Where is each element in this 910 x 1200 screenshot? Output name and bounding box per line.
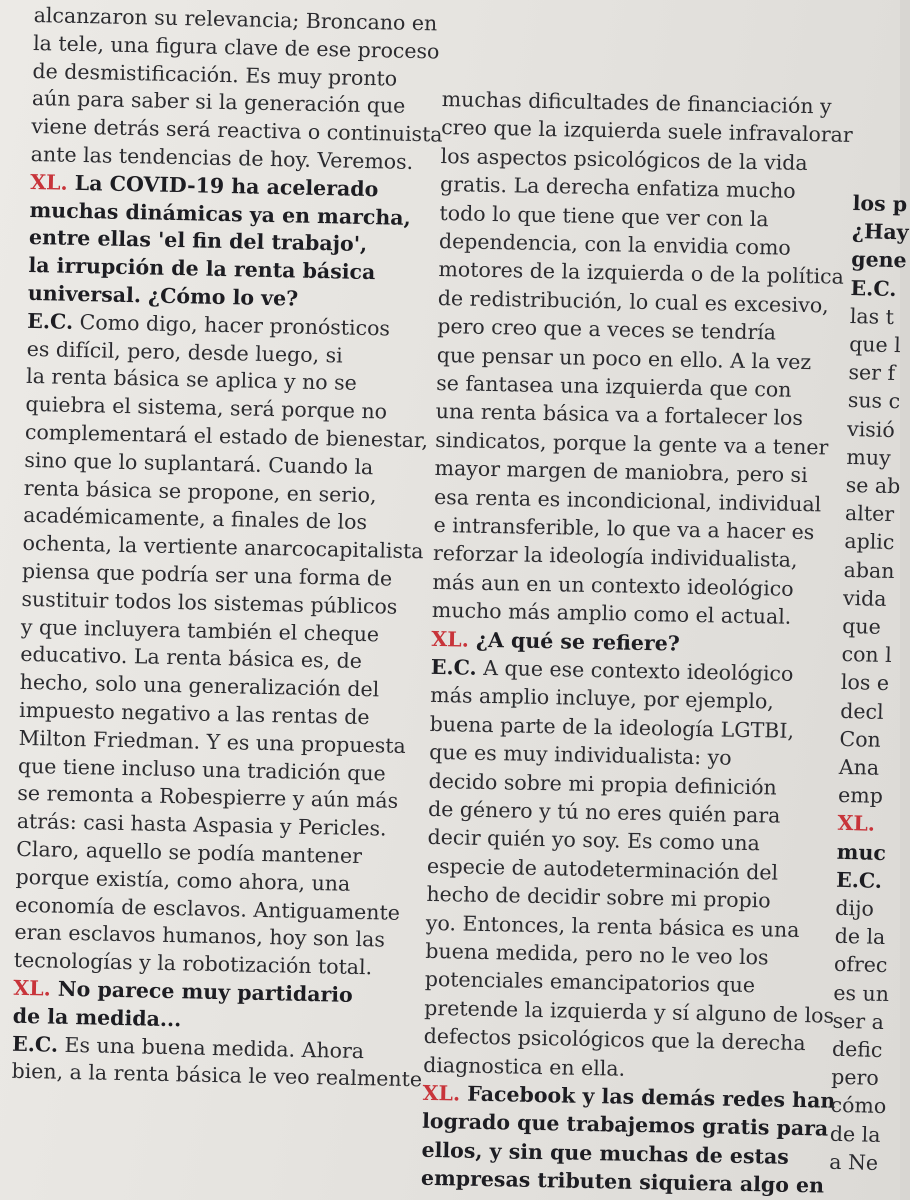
line-text: Es una buena medida. Ahora: [64, 1032, 365, 1063]
text-line: [428, 767, 777, 800]
line-text: Con: [839, 726, 882, 752]
line-text: de género y tú no eres quién para: [427, 796, 781, 828]
line-text: empresas tributen siquiera algo en: [420, 1165, 825, 1198]
interviewee-marker: E.C.: [27, 308, 74, 334]
line-text: ser a: [832, 1008, 885, 1034]
line-text: tecnologías y la robotización total.: [13, 947, 373, 980]
line-text: atrás: casi hasta Aspasia y Pericles.: [16, 809, 387, 841]
line-text: una renta básica va a fortalecer los: [435, 399, 804, 431]
interviewer-marker: XL.: [837, 811, 876, 837]
line-text: ¿Hay: [851, 219, 909, 245]
line-text: académicamente, a finales de los: [22, 503, 368, 535]
text-line: [848, 387, 901, 414]
line-text: sino que lo suplantará. Cuando la: [24, 447, 374, 480]
line-text: viene detrás será reactiva o continuista: [31, 114, 443, 147]
text-line: [840, 697, 884, 724]
text-line: [851, 246, 907, 273]
line-text: de la: [834, 923, 886, 950]
line-text: hecho, solo una generalización del: [19, 670, 380, 702]
text-line: [849, 331, 901, 358]
line-text: que tiene incluso una tradición que: [17, 753, 386, 786]
line-text: impuesto negativo a las rentas de: [18, 697, 370, 730]
line-text: emp: [837, 783, 884, 809]
line-text: decl: [839, 698, 884, 724]
line-text: más aun en un contexto ideológico: [432, 569, 794, 601]
text-line: [434, 484, 822, 517]
text-line: [434, 455, 807, 488]
line-text: pretende la izquierda y sí alguno de los: [424, 995, 835, 1028]
line-text: esa renta es incondicional, individual: [433, 484, 822, 516]
text-line: [852, 218, 909, 245]
text-line: [421, 1137, 789, 1170]
line-text: eran esclavos humanos, hoy son las: [14, 920, 386, 952]
line-text: ochenta, la vertiente anarcocapitalista: [22, 531, 424, 564]
line-text: alcanzaron su relevancia; Broncano en: [33, 2, 438, 36]
line-text: de la: [829, 1121, 881, 1147]
line-text: y que incluyera también el cheque: [20, 614, 380, 646]
line-text: logrado que trabajemos gratis para: [421, 1109, 829, 1141]
line-text: que es muy individualista: yo: [428, 740, 732, 770]
text-line: [425, 938, 769, 971]
line-text: No parece muy partidario: [57, 976, 354, 1007]
text-line: [425, 966, 756, 998]
text-line: [845, 500, 895, 527]
line-text: que pensar un poco en ello. A la vez: [436, 342, 812, 374]
line-text: buena medida, pero no le veo los: [425, 938, 769, 970]
text-line: [832, 1036, 883, 1063]
line-text: defectos psicológicos que la derecha: [423, 1024, 806, 1056]
text-line: [436, 370, 792, 403]
text-line: [436, 398, 804, 431]
text-line: [433, 512, 814, 545]
line-text: de la medida...: [12, 1003, 182, 1032]
line-text: alter: [844, 501, 895, 527]
line-text: La COVID-19 ha acelerado: [74, 170, 379, 202]
line-text: educativo. La renta básica es, de: [20, 642, 363, 674]
text-line: [837, 810, 875, 837]
line-text: hecho de decidir sobre mi propio: [426, 882, 771, 913]
text-line: [433, 540, 798, 573]
text-line: [835, 895, 874, 922]
line-text: gratis. La derecha enfatiza mucho: [439, 172, 796, 203]
line-text: los p: [852, 190, 908, 217]
line-text: Claro, aquello se podía mantener: [16, 836, 363, 869]
interviewer-marker: XL.: [431, 626, 470, 652]
text-line: [28, 280, 299, 312]
interviewer-marker: XL.: [422, 1080, 461, 1106]
text-line: [830, 1120, 881, 1147]
line-text: que: [842, 613, 882, 639]
line-text: visió: [846, 416, 896, 442]
text-line: [438, 285, 829, 318]
text-line: [442, 86, 832, 119]
line-text: buena parte de la ideología LGTBI,: [429, 711, 795, 743]
text-line: [432, 597, 792, 630]
line-text: defic: [831, 1036, 883, 1062]
line-text: ellos, y sin que muchas de estas: [421, 1137, 790, 1169]
line-text: es difícil, pero, desde luego, si: [26, 336, 343, 368]
text-line: [428, 796, 781, 829]
text-line: [424, 1023, 806, 1056]
line-text: yo. Entonces, la renta básica es una: [425, 910, 800, 942]
line-text: las t: [849, 303, 895, 329]
text-line: [841, 669, 890, 696]
text-line: [831, 1064, 879, 1091]
text-line: [852, 190, 907, 217]
text-line: [432, 569, 794, 602]
line-text: Como digo, hacer pronósticos: [79, 309, 391, 341]
line-text: con l: [841, 642, 893, 668]
line-text: ¿A qué se refiere?: [475, 627, 681, 656]
text-line: [439, 200, 769, 232]
line-text: mayor margen de maniobra, pero si: [434, 456, 808, 488]
text-line: [439, 228, 791, 261]
line-text: pero: [831, 1064, 880, 1091]
text-line: [437, 313, 776, 345]
text-line: [839, 754, 880, 781]
text-line: [431, 625, 680, 656]
line-text: entre ellas 'el fin del trabajo',: [28, 225, 368, 257]
line-text: se ab: [845, 472, 901, 499]
line-text: la irrupción de la renta básica: [28, 253, 376, 285]
text-line: [832, 1008, 884, 1035]
line-text: los aspectos psicológicos de la vida: [440, 143, 808, 175]
line-text: todo lo que tiene que ver con la: [439, 200, 769, 231]
text-line: [846, 444, 891, 471]
text-line: [830, 1092, 886, 1119]
line-text: muchas dinámicas ya en marcha,: [29, 197, 411, 230]
line-text: complementará el estado de bienestar,: [24, 419, 429, 453]
text-line: [839, 726, 881, 753]
text-line: [850, 275, 896, 302]
text-line: [850, 303, 895, 330]
line-text: e intransferible, lo que va a hacer es: [433, 512, 815, 545]
line-text: quiebra el sistema, será porque no: [25, 392, 388, 424]
line-text: potenciales emancipatorios que: [424, 967, 756, 998]
line-text: Ana: [838, 754, 880, 780]
text-line: [429, 739, 732, 771]
text-line: [829, 1149, 878, 1176]
line-text: ante las tendencias de hoy. Veremos.: [30, 141, 414, 174]
text-line: [836, 867, 882, 894]
line-text: dependencia, con la envidia como: [438, 228, 791, 260]
line-text: piensa que podría ser una forma de: [21, 558, 393, 591]
line-text: que l: [848, 331, 902, 358]
line-text: cómo: [830, 1093, 887, 1119]
text-line: [842, 613, 881, 640]
line-text: la tele, una figura clave de ese proceso: [32, 30, 440, 64]
text-line: [844, 528, 895, 555]
line-text: gene: [851, 247, 907, 273]
line-text: economía de esclavos. Antiguamente: [14, 892, 401, 925]
line-text: aplic: [844, 529, 895, 555]
line-text: reforzar la ideología individualista,: [432, 541, 798, 573]
text-line: [440, 143, 807, 176]
line-text: es un: [833, 980, 890, 1006]
text-line: [843, 585, 887, 612]
text-line: [845, 472, 900, 499]
interviewee-marker: E.C.: [850, 275, 897, 301]
line-text: decido sobre mi propia definición: [428, 768, 778, 800]
line-text: se remonta a Robespierre y aún más: [17, 781, 399, 814]
line-text: Milton Friedman. Y es una propuesta: [18, 725, 406, 758]
line-text: ofrec: [833, 952, 888, 978]
line-text: sustituir todos los sistemas públicos: [21, 586, 398, 619]
line-text: universal. ¿Cómo lo ve?: [27, 280, 299, 311]
text-line: [843, 556, 894, 583]
text-line: [833, 979, 889, 1006]
line-text: muc: [836, 839, 887, 865]
line-text: bien, a la renta básica le veo realmente: [11, 1059, 423, 1092]
line-text: especie de autodeterminación del: [426, 853, 779, 885]
text-line: [848, 359, 895, 386]
line-text: creo que la izquierda suele infravalorar: [440, 115, 853, 148]
line-text: ser f: [848, 360, 896, 386]
line-text: decir quién yo soy. Es como una: [427, 825, 761, 856]
interviewer-marker: XL.: [29, 169, 68, 195]
interviewer-marker: XL.: [13, 975, 52, 1001]
line-text: porque existía, como ahora, una: [15, 864, 351, 896]
line-text: a Ne: [828, 1149, 879, 1175]
text-line: [26, 336, 343, 369]
line-text: diagnostica en ella.: [422, 1052, 626, 1081]
text-line: [427, 853, 779, 886]
line-text: se fantasea una izquierda que con: [436, 370, 792, 402]
interviewee-marker: E.C.: [430, 654, 477, 680]
line-text: dijo: [835, 895, 875, 921]
text-line: [423, 1051, 625, 1081]
interviewee-marker: E.C.: [835, 867, 883, 893]
text-line: [426, 909, 800, 942]
text-line: [426, 881, 771, 914]
line-text: vida: [842, 585, 887, 611]
text-line: [437, 342, 812, 375]
text-line: [430, 682, 774, 715]
text-line: [12, 1003, 181, 1033]
line-text: más amplio incluye, por ejemplo,: [430, 683, 775, 714]
text-line: [427, 824, 760, 856]
line-text: mucho más amplio como el actual.: [431, 598, 792, 629]
line-text: de desmistificación. Es muy pronto: [32, 58, 398, 91]
line-text: sus c: [847, 388, 901, 414]
line-text: muy: [846, 444, 891, 470]
text-line: [841, 641, 892, 668]
line-text: sindicatos, porque la gente va a tener: [434, 427, 829, 460]
line-text: muchas dificultades de financiación y: [441, 86, 832, 119]
text-line: [430, 711, 795, 744]
text-line: [847, 416, 895, 443]
line-text: motores de la izquierda o de la política: [438, 257, 845, 290]
line-text: Facebook y las demás redes han: [467, 1081, 836, 1113]
interviewee-marker: E.C.: [11, 1031, 59, 1057]
line-text: pero creo que a veces se tendría: [437, 314, 777, 345]
text-line: [834, 951, 888, 978]
line-text: renta básica se propone, en serio,: [23, 475, 377, 507]
line-text: los e: [840, 670, 890, 696]
line-text: A que ese contexto ideológico: [482, 655, 794, 686]
line-text: la renta básica se aplica y no se: [25, 364, 358, 396]
text-line: [834, 923, 885, 950]
line-text: aún para saber si la generación que: [31, 86, 406, 119]
text-line: [421, 1165, 824, 1199]
text-line: [440, 171, 796, 204]
line-text: de redistribución, lo cual es excesivo,: [437, 285, 829, 318]
text-line: [435, 427, 829, 461]
text-line: [838, 782, 883, 809]
line-text: aban: [843, 557, 895, 583]
text-line: [431, 654, 794, 687]
text-line: [837, 838, 887, 865]
